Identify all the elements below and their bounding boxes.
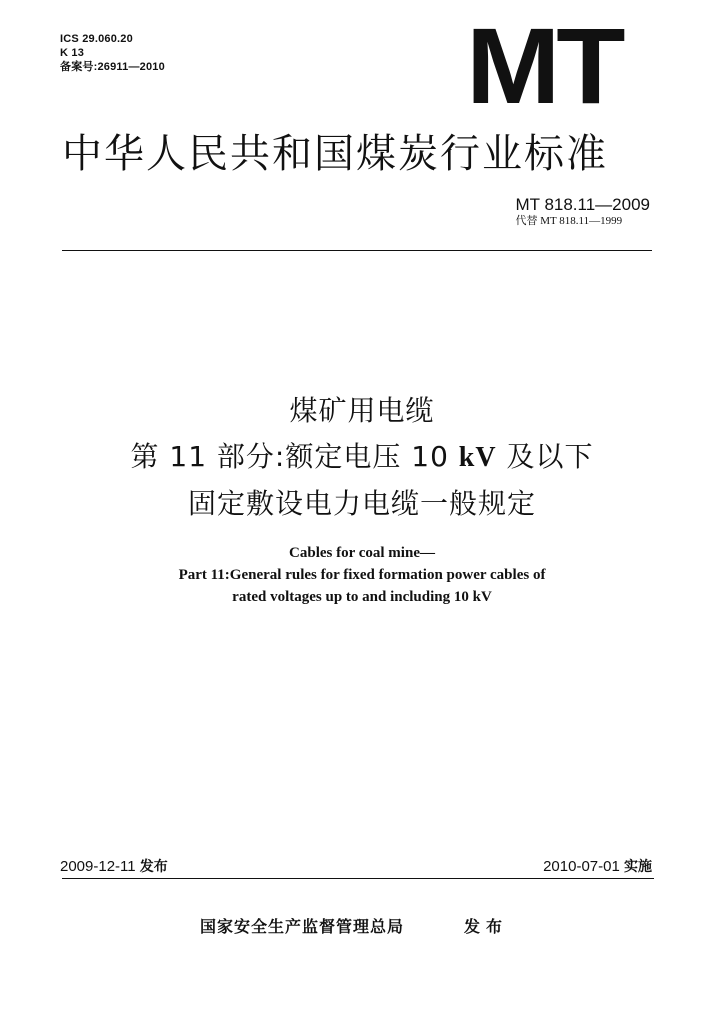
- implementation-date-value: 2010-07-01: [543, 858, 620, 875]
- ics-code: ICS 29.060.20: [60, 33, 133, 45]
- english-title-line-1: Cables for coal mine—: [289, 545, 435, 561]
- chinese-title: [62, 388, 662, 527]
- english-title-line-3: rated voltages up to and including 10 kV: [232, 589, 492, 605]
- issuing-action: 发布: [464, 917, 509, 936]
- english-title-line-2: Part 11:General rules for fixed formation power cables of: [178, 567, 546, 583]
- english-title: [62, 542, 662, 608]
- mt-logo: MT: [466, 5, 622, 126]
- standard-number: MT 818.11—2009: [515, 195, 650, 214]
- issue-date-value: 2009-12-11: [60, 858, 136, 875]
- replaces-standard: 代替 MT 818.11—1999: [515, 215, 623, 227]
- header-divider: [62, 250, 652, 251]
- chinese-title-line-1: 煤矿用电缆: [289, 394, 435, 427]
- chinese-title-kv: kV: [458, 442, 497, 473]
- ccs-code: K 13: [60, 47, 85, 59]
- standard-number-block: [515, 196, 650, 228]
- implementation-date: [543, 856, 652, 876]
- filing-number: 备案号:26911—2010: [60, 61, 165, 73]
- chinese-title-line-2: [62, 434, 662, 481]
- chinese-title-line-2-post: 及以下: [496, 440, 594, 473]
- org-title: 中华人民共和国煤炭行业标准: [62, 131, 608, 177]
- issuing-authority: 国家安全生产监督管理总局: [200, 917, 405, 936]
- issue-date-label: 发布: [139, 859, 168, 875]
- chinese-title-line-2-pre: 第 11 部分:额定电压 10: [130, 440, 459, 473]
- issue-date: [60, 856, 168, 876]
- implementation-date-label: 实施: [624, 859, 652, 875]
- classification-block: [60, 32, 165, 74]
- chinese-title-line-3: 固定敷设电力电缆一般规定: [187, 487, 536, 520]
- footer-divider: [62, 878, 654, 879]
